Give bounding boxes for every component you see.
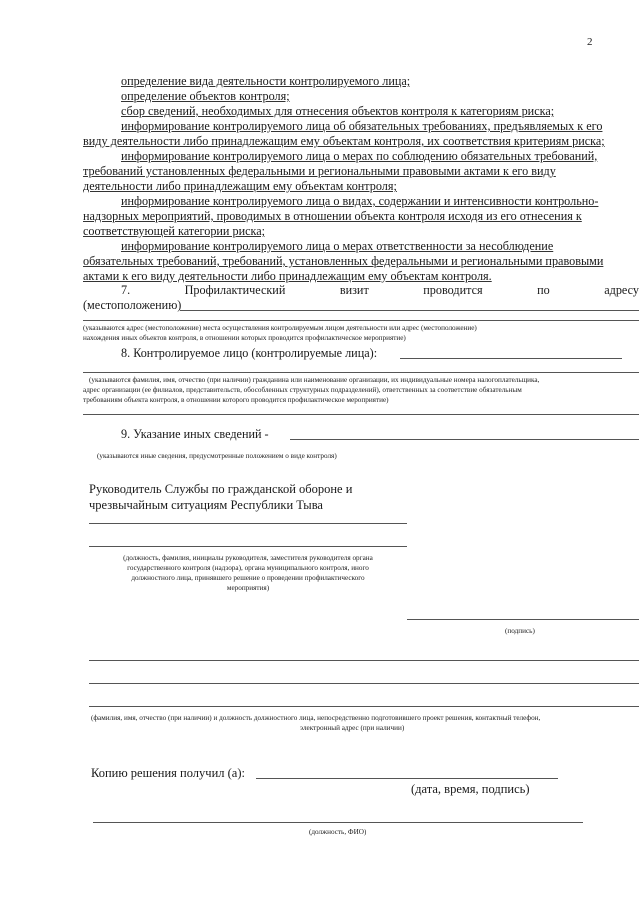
list-item: определение объектов контроля; [121, 89, 290, 103]
official-fill-line[interactable] [89, 683, 639, 684]
item7-fill-line[interactable] [180, 310, 639, 311]
list-item: соответствующей категории риска; [83, 224, 266, 238]
head-note: (должность, фамилия, инициалы руководителя, заместителя руководителя органа [123, 554, 373, 562]
item7-heading: 7. Профилактический визит проводится по адресу [121, 283, 639, 297]
list-item: информирование контролируемого лица об обязательных требованиях, предъявляемых к его [121, 119, 603, 133]
list-item: требований установленных федеральными и региональными правовыми актами к его виду [83, 164, 556, 178]
list-item: виду деятельности либо принадлежащим ему объектам контроля, их соответствия критериям риска; [83, 134, 605, 148]
page-number: 2 [587, 36, 593, 48]
head-fill-line[interactable] [89, 523, 407, 524]
position-note: (должность, ФИО) [309, 828, 367, 836]
copy-label: Копию решения получил (а): [91, 766, 245, 780]
item7-fill-line[interactable] [83, 320, 639, 321]
item8-fill-line[interactable] [83, 414, 639, 415]
item8-fill-line[interactable] [83, 372, 639, 373]
signature-line[interactable] [407, 619, 639, 620]
official-fill-line[interactable] [89, 660, 639, 661]
head-note: мероприятия) [226, 584, 270, 592]
head-title-line1: Руководитель Службы по гражданской обороне и [89, 482, 353, 496]
list-item: определение вида деятельности контролируемого лица; [121, 74, 411, 88]
list-item: деятельности либо принадлежащим ему объектам контроля; [83, 179, 397, 193]
head-fill-line[interactable] [89, 546, 407, 547]
item8-note: (указываются фамилия, имя, отчество (при наличии) гражданина или наименование организации, их индивидуальные номера налогоплательщика, [89, 376, 540, 384]
official-note: (фамилия, имя, отчество (при наличии) и должность должностного лица, непосредственно подготовившего проект решения, контактный телефон, [91, 714, 541, 722]
list-item: сбор сведений, необходимых для отнесения объектов контроля к категориям риска; [121, 104, 555, 118]
list-item: информирование контролируемого лица о видах, содержании и интенсивности контрольно- [121, 194, 599, 208]
item7-note: нахождения иных объектов контроля, в отношении которых проводится профилактическое мероприятие) [83, 334, 406, 342]
head-note: должностного лица, принявшего решение о проведении профилактического [131, 574, 365, 582]
item7-line2: (местоположению) [83, 298, 182, 312]
list-item: актами к его виду деятельности либо принадлежащим ему объектам контроля. [83, 269, 492, 283]
item8-fill-line[interactable] [400, 358, 622, 359]
item9-fill-line[interactable] [290, 439, 639, 440]
head-note: государственного контроля (надзора), органа муниципального контроля, иного [127, 564, 369, 572]
item7-note: (указываются адрес (местоположение) места осуществления контролируемым лицом деятельности или адрес (местоположение) [83, 324, 477, 332]
copy-fill-line[interactable] [256, 778, 558, 779]
copy-datetime-note: (дата, время, подпись) [411, 782, 530, 796]
list-item: информирование контролируемого лица о мерах ответственности за несоблюдение [121, 239, 554, 253]
item9-label: 9. Указание иных сведений - [121, 427, 269, 441]
official-note: электронный адрес (при наличии) [300, 724, 405, 732]
item8-note: адрес организации (ее филиалов, представительств, обособленных структурных подразделений), ответственных за соответствие обязательным [83, 386, 522, 394]
list-item: надзорных мероприятий, проводимых в отношении объекта контроля исходя из его отнесения к [83, 209, 582, 223]
item8-label: 8. Контролируемое лицо (контролируемые лица): [121, 346, 378, 360]
head-title-line2: чрезвычайным ситуациям Республики Тыва [89, 498, 323, 512]
list-item: информирование контролируемого лица о мерах по соблюдению обязательных требований, [121, 149, 598, 163]
list-item: обязательных требований, требований, установленных федеральными и региональными правовыми [83, 254, 604, 268]
position-fill-line[interactable] [93, 822, 583, 823]
official-fill-line[interactable] [89, 706, 639, 707]
item8-note: требованиям объекта контроля, в отношении которого проводится профилактическое мероприятие) [83, 396, 389, 404]
item9-note: (указываются иные сведения, предусмотренные положением о виде контроля) [97, 452, 337, 460]
signature-note: (подпись) [505, 627, 535, 635]
